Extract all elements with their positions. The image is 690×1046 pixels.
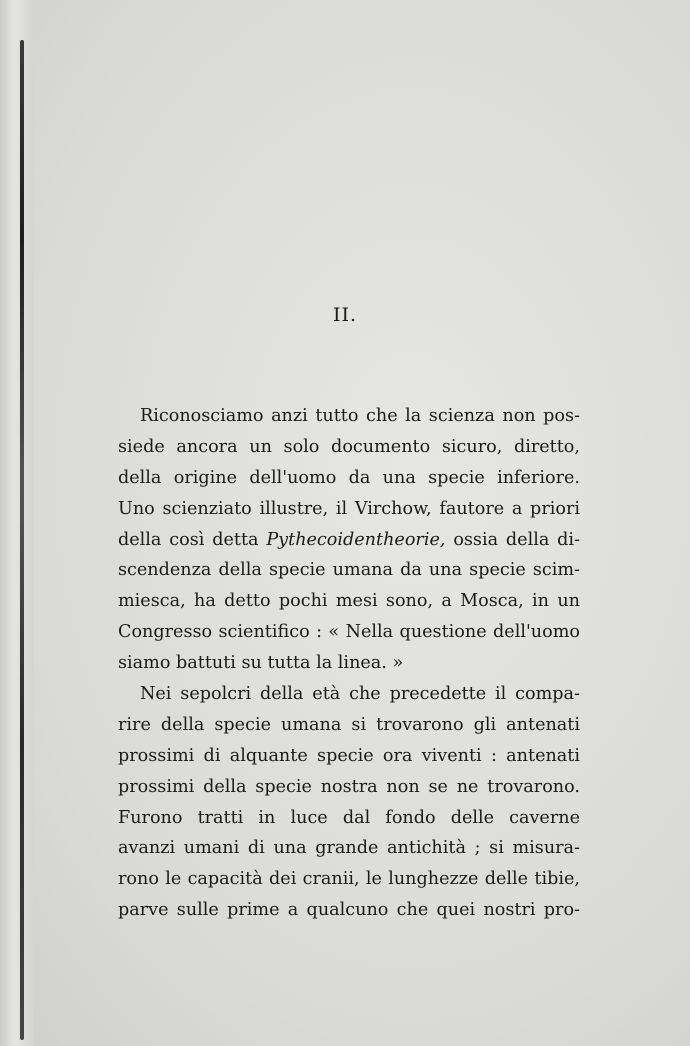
text-line: siamo battuti su tutta la linea. » bbox=[118, 653, 404, 674]
text-line: Nei sepolcri della età che precedette il compa- bbox=[140, 684, 580, 705]
text-line: rono le capacità dei cranii, le lunghezze delle tibie, bbox=[118, 869, 580, 890]
paragraph-2 bbox=[118, 679, 580, 926]
text-line: scendenza della specie umana da una specie scim- bbox=[118, 560, 580, 581]
text-line: parve sulle prime a qualcuno che quei nostri pro- bbox=[118, 900, 580, 921]
chapter-heading: II. bbox=[332, 304, 358, 326]
text-line: Uno scienziato illustre, il Virchow, fautore a priori bbox=[118, 498, 580, 519]
text-line: prossimi della specie nostra non se ne trovarono. bbox=[118, 776, 580, 797]
text-line: Congresso scientifico : « Nella questione dell'uomo bbox=[118, 622, 580, 643]
text-line: Riconosciamo anzi tutto che la scienza non pos- bbox=[140, 406, 580, 426]
text-line bbox=[118, 525, 580, 556]
body-text bbox=[118, 401, 580, 926]
text-line: prossimi di alquante specie ora viventi : antenati bbox=[118, 745, 580, 766]
text-line: rire della specie umana si trovarono gli antenati bbox=[118, 714, 580, 735]
text-line: della origine dell'uomo da una specie inferiore. bbox=[118, 467, 580, 488]
text-line: Furono tratti in luce dal fondo delle caverne bbox=[118, 807, 580, 828]
text-line: siede ancora un solo documento sicuro, diretto, bbox=[118, 436, 580, 457]
text-line: avanzi umani di una grande antichità ; si misura- bbox=[118, 838, 580, 859]
text-fragment: della così detta bbox=[118, 529, 259, 550]
page-binding-edge bbox=[0, 0, 34, 1046]
binding-shadow-line bbox=[20, 40, 24, 1040]
text-line: miesca, ha detto pochi mesi sono, a Mosca, in un bbox=[118, 591, 580, 612]
italic-term: Pythecoidentheorie, bbox=[266, 529, 446, 550]
text-fragment: ossia della di- bbox=[453, 529, 581, 550]
paragraph-1 bbox=[118, 401, 580, 679]
